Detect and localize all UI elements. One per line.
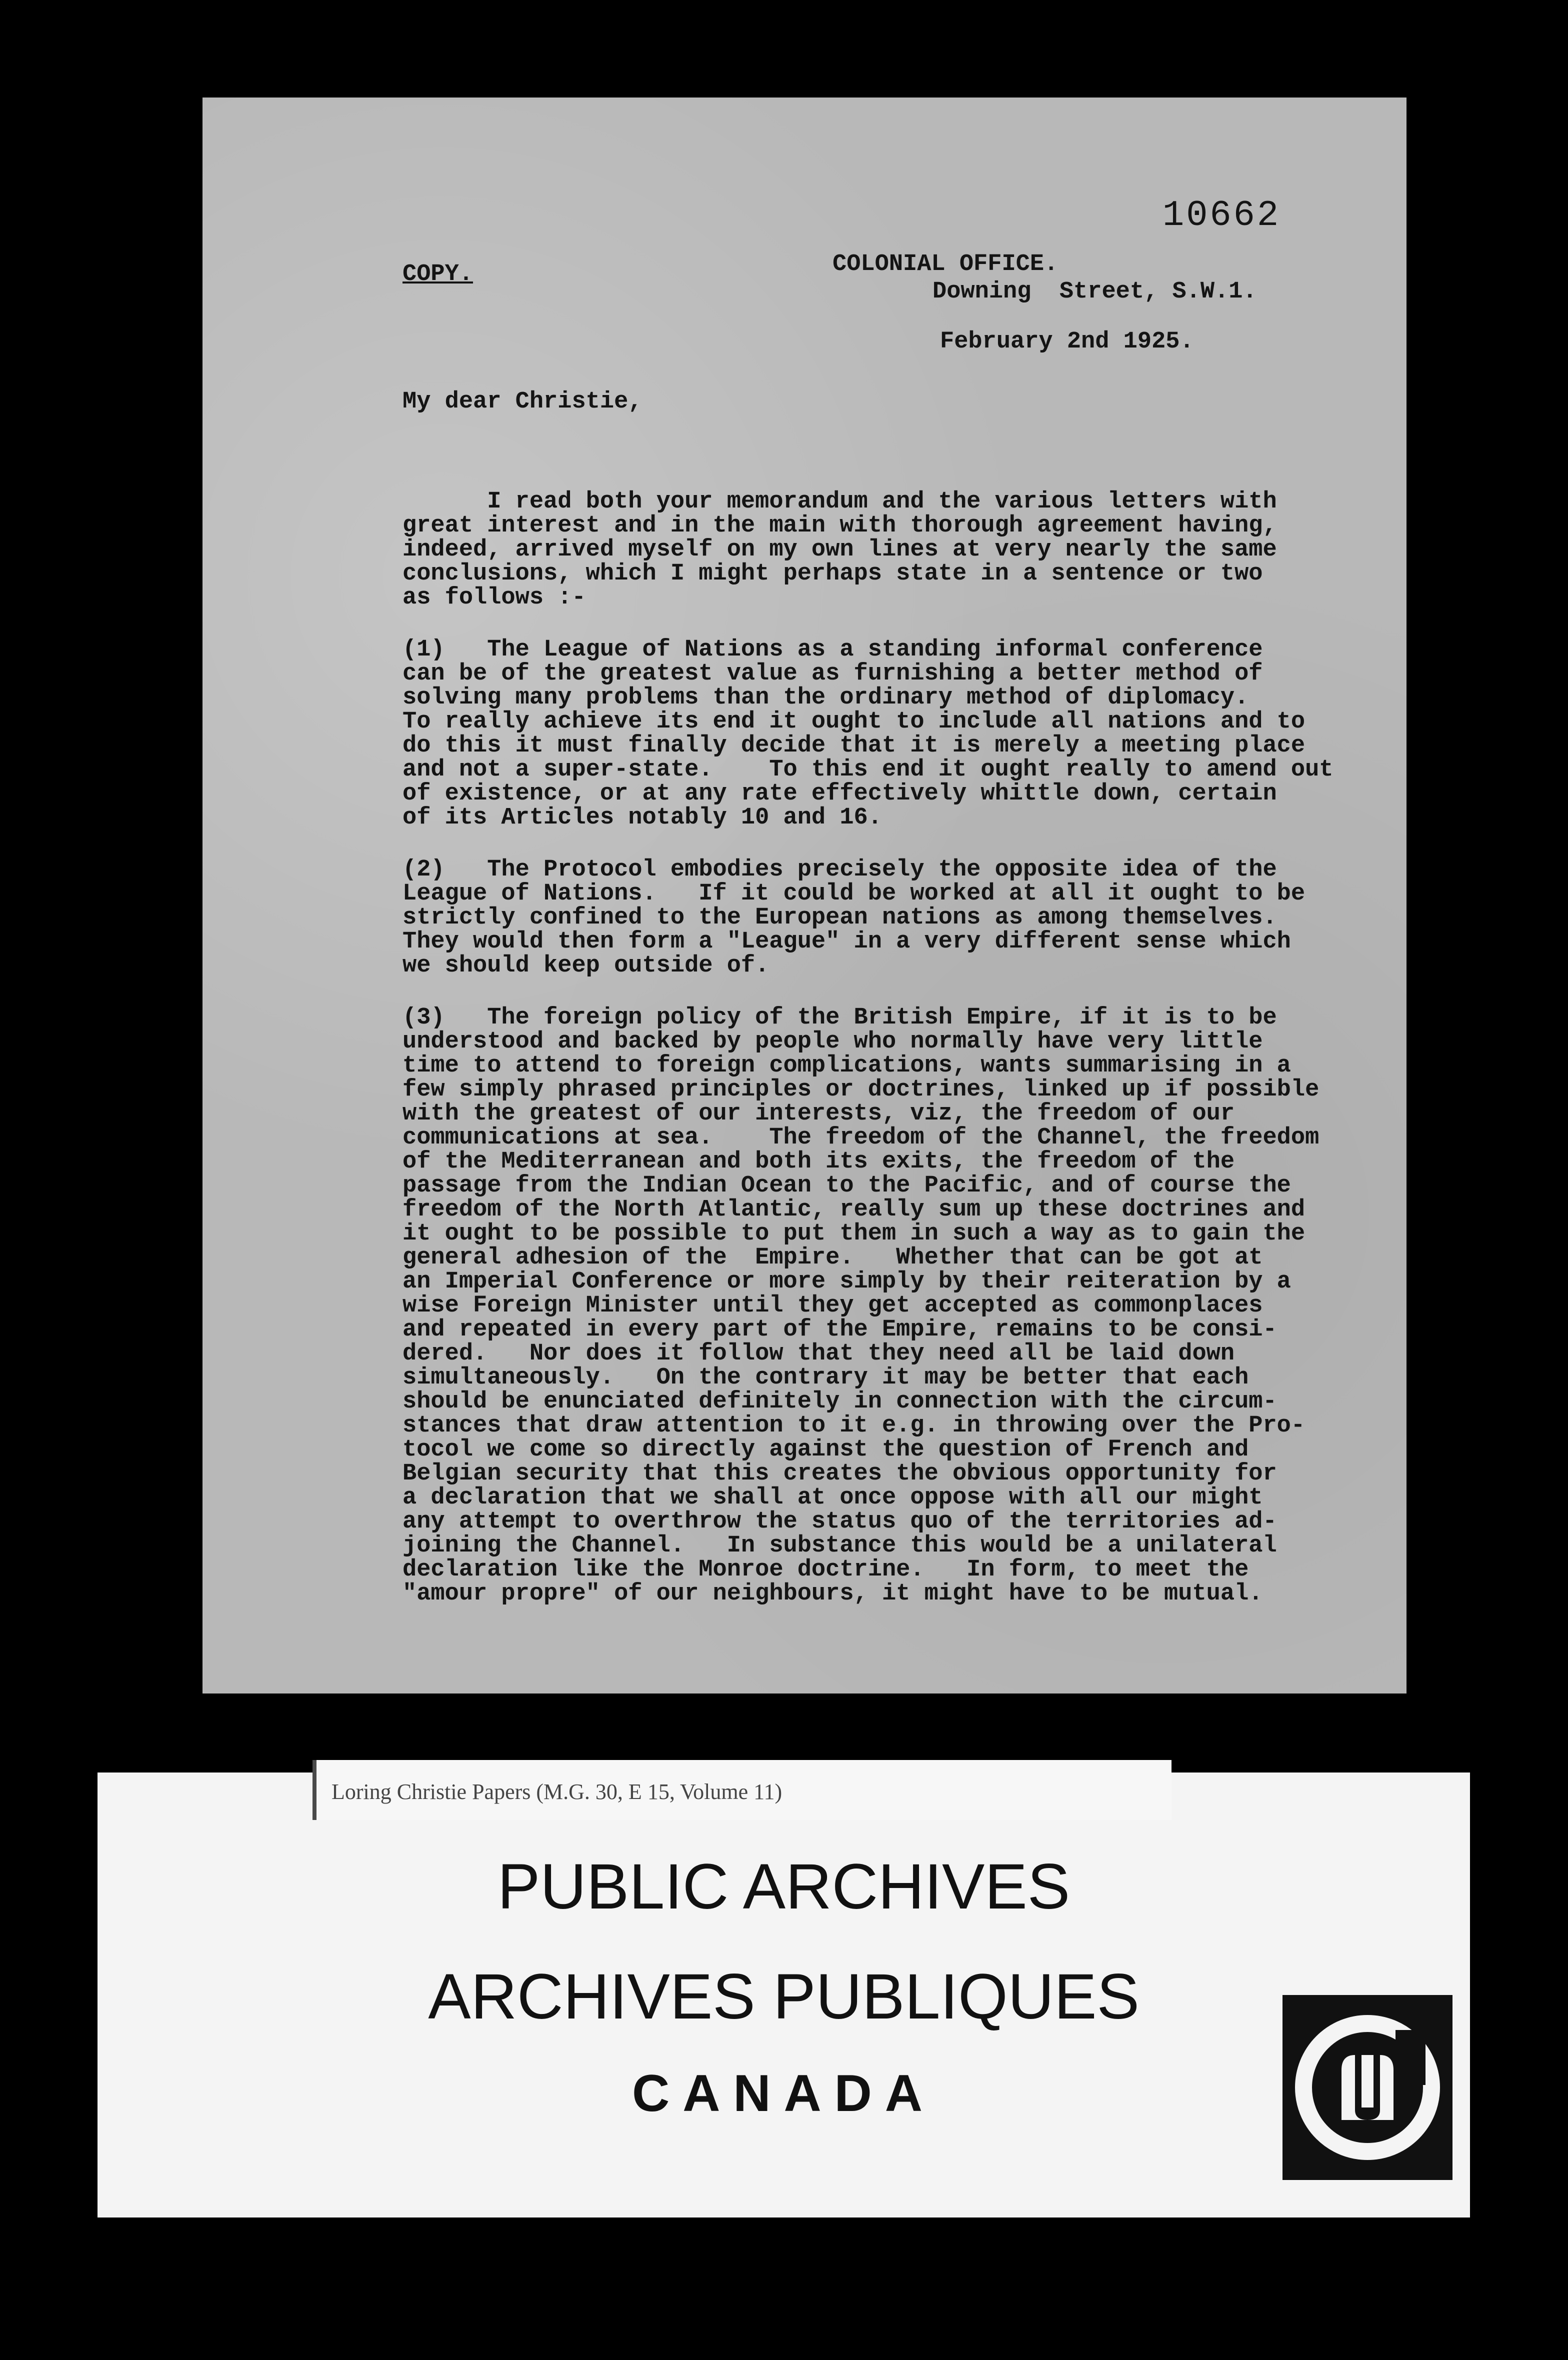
text-line: Belgian security that this creates the obvious opportunity for (402, 1460, 1277, 1487)
text-line: an Imperial Conference or more simply by their reiteration by a (402, 1268, 1291, 1295)
text-line: can be of the greatest value as furnishing a better method of (402, 660, 1263, 687)
text-line: (1) The League of Nations as a standing informal conference (402, 636, 1263, 663)
letterhead-office: COLONIAL OFFICE. (832, 251, 1058, 278)
archive-card (98, 1772, 1470, 2218)
text-line: time to attend to foreign complications, wants summarising in a (402, 1052, 1291, 1079)
text-line: indeed, arrived myself on my own lines at very nearly the same (402, 536, 1277, 563)
text-line: "amour propre" of our neighbours, it might have to be mutual. (402, 1580, 1263, 1607)
logo-graphic (1282, 1995, 1452, 2180)
collection-reference: Loring Christie Papers (M.G. 30, E 15, Volume 11) (332, 1780, 782, 1804)
text-line: of existence, or at any rate effectively whittle down, certain (402, 780, 1277, 807)
paragraph-1 (402, 638, 1402, 830)
letterhead-address: Downing Street, S.W.1. (932, 278, 1257, 305)
text-line: wise Foreign Minister until they get accepted as commonplaces (402, 1292, 1263, 1319)
text-line: To really achieve its end it ought to include all nations and to (402, 708, 1306, 735)
archive-title-english: PUBLIC ARCHIVES (497, 1851, 1070, 1922)
text-line: (3) The foreign policy of the British Empire, if it is to be (402, 1004, 1277, 1031)
text-line: declaration like the Monroe doctrine. In form, to meet the (402, 1556, 1249, 1583)
text-line: They would then form a "League" in a very different sense which (402, 928, 1291, 955)
text-line: a declaration that we shall at once oppose with all our might (402, 1484, 1263, 1511)
text-line: of its Articles notably 10 and 16. (402, 804, 882, 831)
reference-strip (312, 1760, 1172, 1820)
text-line: should be enunciated definitely in connection with the circum- (402, 1388, 1277, 1415)
text-line: passage from the Indian Ocean to the Pacific, and of course the (402, 1172, 1291, 1199)
text-line: joining the Channel. In substance this would be a unilateral (402, 1532, 1277, 1559)
text-line: any attempt to overthrow the status quo of the territories ad- (402, 1508, 1277, 1535)
text-line: freedom of the North Atlantic, really sum up these doctrines and (402, 1196, 1306, 1223)
text-line: (2) The Protocol embodies precisely the opposite idea of the (402, 856, 1277, 883)
text-line: do this it must finally decide that it is merely a meeting place (402, 732, 1306, 759)
letter-body (402, 490, 1402, 1606)
text-line: few simply phrased principles or doctrines, linked up if possible (402, 1076, 1320, 1103)
text-line: simultaneously. On the contrary it may be better that each (402, 1364, 1249, 1391)
text-line: great interest and in the main with thorough agreement having, (402, 512, 1277, 539)
text-line: conclusions, which I might perhaps state in a sentence or two (402, 560, 1263, 587)
text-line: I read both your memorandum and the various letters with (402, 488, 1277, 515)
text-line: and not a super-state. To this end it ought really to amend out (402, 756, 1334, 783)
letter-date: February 2nd 1925. (940, 328, 1194, 355)
text-line: strictly confined to the European nations as among themselves. (402, 904, 1277, 931)
text-line: tocol we come so directly against the question of French and (402, 1436, 1249, 1463)
archive-country: CANADA (632, 2064, 936, 2122)
text-line: communications at sea. The freedom of the Channel, the freedom (402, 1124, 1320, 1151)
text-line: we should keep outside of. (402, 952, 770, 979)
text-line: as follows :- (402, 584, 586, 611)
text-line: stances that draw attention to it e.g. in throwing over the Pro- (402, 1412, 1306, 1439)
text-line: with the greatest of our interests, viz, the freedom of our (402, 1100, 1235, 1127)
copy-label: COPY. (402, 261, 474, 288)
text-line: dered. Nor does it follow that they need all be laid down (402, 1340, 1235, 1367)
letter-page (202, 98, 1406, 1694)
text-line: of the Mediterranean and both its exits, the freedom of the (402, 1148, 1235, 1175)
paragraph-2 (402, 858, 1402, 978)
text-line: and repeated in every part of the Empire, remains to be consi- (402, 1316, 1277, 1343)
paragraph-3 (402, 1006, 1402, 1606)
text-line: League of Nations. If it could be worked at all it ought to be (402, 880, 1306, 907)
text-line: general adhesion of the Empire. Whether that can be got at (402, 1244, 1263, 1271)
text-line: solving many problems than the ordinary method of diplomacy. (402, 684, 1249, 711)
text-line: it ought to be possible to put them in such a way as to gain the (402, 1220, 1306, 1247)
archive-title-french: ARCHIVES PUBLIQUES (428, 1961, 1140, 2032)
archives-canada-logo-icon (1282, 1995, 1452, 2180)
text-line: understood and backed by people who normally have very little (402, 1028, 1263, 1055)
document-number: 10662 (1162, 195, 1281, 236)
salutation: My dear Christie, (402, 388, 642, 415)
paragraph-intro (402, 490, 1402, 610)
